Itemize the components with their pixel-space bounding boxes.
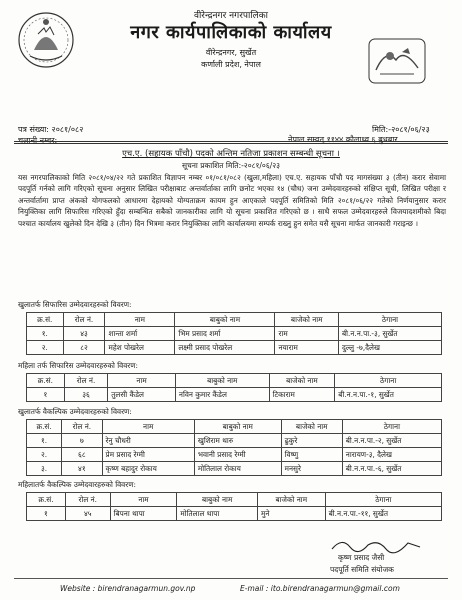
col-sn: क्र.सं. [27,420,62,434]
cell-father: खुशिराम थारु [194,434,281,448]
table-row [27,462,442,476]
cell-grandfather: विष्णु [281,448,342,462]
table-header-row [27,313,442,327]
col-name: नाम [110,493,177,507]
office-title: नगर कार्यपालिकाको कार्यालय [130,22,332,43]
cell-address: बी.न.न.पा.-१, सुर्खेत [335,388,442,402]
col-name: नाम [108,374,176,388]
footer-website: Website : birendranagarmun.gov.np [60,584,196,593]
notice-body: यस नगरपालिकाको मिति २०८१/०४/२२ गते प्रकाशित विज्ञापन नम्बर ०१/०८१/०८२ (खुला,महिला) एच.ए. सहायक पाँचौ पद मागसंख्या ३ (तीन) करार सेवामा पदपूर्ति गर्नको लागि गरिएको सूचना अनुसार लिखित परीक्षाबाट अन्तर्वार्ताका लागि छनोट भएका १४ (चौध) जना उम्मेदवारहरुको संक्षिप्त सूची, लिखित परीक्षा र अन्तर्वार्तामा प्राप्त अंकको योगफलको आधारमा देहायको योग्यताक्रम कायम हुन आएकाले पदपूर्ति समितिको मिति २०८१/०६/२२ गतेको निर्णयानुसार करार नियुक्तिका लागि सिफारिस गरिएको हुँदा सम्बन्धित सबैको जानकारीका लागि यो सूचना प्रकाशित गरिएको छ । साथै सफल उम्मेदवारहरुले विजयादशमीको बिदा पश्चात कार्यालय खुलेको दिन देखि ३ (तीन) दिन भित्रमा करार नियुक्तिका लागि कार्यालयमा सम्पर्क राख्नु हुन समेत यसै सूचना मार्फत जानकारी गराइन्छ । [18,173,446,228]
cell-address: बी.न.न.पा.-२, सुर्खेत [342,434,441,448]
table-women-recommended [26,373,442,402]
section-women-alternate-title: महिलातर्फ वैकल्पिक उम्मेदवारहरुको विवरण: [18,480,136,489]
signatory-title: पदपूर्ति समिति संयोजक [330,565,394,574]
cell-sn: १ [27,507,66,521]
cell-grandfather: राम [275,327,338,341]
col-grandfather: बाजेको नाम [269,374,335,388]
cell-sn: १. [27,434,62,448]
cell-sn: १ [27,388,65,402]
cell-roll: ८२ [63,341,105,355]
cell-roll: ४३ [63,327,105,341]
table-women-alternate [26,492,442,521]
col-father: बाबुको नाम [194,420,281,434]
cell-father: लक्ष्मी प्रसाद पोखरेल [175,341,275,355]
cell-father: मोतिलाल रोकाय [194,462,281,476]
col-sn: क्र.सं. [27,493,66,507]
footer-divider [14,578,448,579]
cell-grandfather: मनसुरे [281,462,342,476]
cell-address: बी.न.न.पा.-३, सुर्खेत [338,327,441,341]
table-open-recommended [26,312,442,355]
col-grandfather: बाजेको नाम [257,493,325,507]
cell-grandfather: ढुकुरे [281,434,342,448]
cell-father: मोतिलाल थापा [177,507,258,521]
cell-grandfather: नयाराम [275,341,338,355]
table-row [27,448,442,462]
cell-address: बी.न.न.पा.-६, सुर्खेत [342,462,441,476]
col-sn: क्र.सं. [27,374,65,388]
table-row [27,434,442,448]
cell-name: शान्ता शर्मा [105,327,175,341]
section-women-recommended-title: महिला तर्फ सिफारिस उम्मेदवारहरुको विवरण: [18,361,138,370]
col-roll: रोल नं. [65,493,110,507]
col-grandfather: बाजेको नाम [281,420,342,434]
letter-number-label: पत्र संख्या: [18,125,49,134]
cell-sn: २. [27,448,62,462]
cell-roll: ७ [62,434,102,448]
header-divider [14,141,448,144]
notice-subject: एच.ए. (सहायक पाँचौ) पदको अन्तिम नतिजा प्रकाशन सम्बन्धी सूचना । [122,149,340,159]
table-row [27,341,442,355]
table-row [27,388,442,402]
cell-father: भवानी प्रसाद रेग्मी [194,448,281,462]
col-roll: रोल नं. [64,374,107,388]
cell-roll: ३६ [64,388,107,402]
cell-name: तुलसी कैंडेल [108,388,176,402]
table-row [27,507,442,521]
col-address: ठेगाना [338,313,441,327]
table-row [27,327,442,341]
cell-name: महेश पोखरेल [105,341,175,355]
cell-father: भिम प्रसाद शर्मा [175,327,275,341]
cell-grandfather: टिकाराम [269,388,335,402]
table-header-row [27,420,442,434]
col-name: नाम [105,313,175,327]
col-name: नाम [102,420,194,434]
notice-published-date: सूचना प्रकाशित मिति:-२०८१/०६/२३ [181,161,281,170]
col-sn: क्र.सं. [27,313,64,327]
col-father: बाबुको नाम [175,374,269,388]
cell-name: कृष्ण बहादुर रोकाय [102,462,194,476]
handwritten-signature-icon [328,535,428,555]
letter-date-label: मिति:- [372,125,392,134]
cell-grandfather: मुने [257,507,325,521]
col-roll: रोल नं. [63,313,105,327]
col-address: ठेगाना [325,493,441,507]
col-address: ठेगाना [335,374,442,388]
footer-email: E-mail : ito.birendranagarmun@gmail.com [240,584,400,593]
table-header-row [27,374,442,388]
col-grandfather: बाजेको नाम [275,313,338,327]
cell-sn: २. [27,341,64,355]
col-father: बाबुको नाम [177,493,258,507]
cell-address: नारायण-३, दैलेख [342,448,441,462]
section-open-alternate-title: खुलातर्फ वैकल्पिक उम्मेदवारहरुको विवरण: [18,407,132,416]
cell-name: बिपना थापा [110,507,177,521]
col-roll: रोल नं. [62,420,102,434]
cell-roll: ६८ [62,448,102,462]
municipality-name: वीरेन्द्रनगर नगरपालिका [193,11,269,21]
dispatch-number-label: चलानी नम्बर: [18,136,58,145]
cell-address: बी.न.न.पा.-११, सुर्खेत [325,507,441,521]
nepal-sambat-date: नेपाल सम्वत् ११४४ कौलाथ्व ६ बुधबार [288,135,398,144]
cell-roll: ४१ [62,462,102,476]
section-open-recommended-title: खुलातर्फ सिफारिस उम्मेदवारहरुको विवरण: [18,300,132,309]
cell-father: नविन कुमार कैंडेल [175,388,269,402]
cell-name: प्रेम प्रसाद रेग्मी [102,448,194,462]
table-header-row [27,493,442,507]
letter-number-value: २०८१/०८२ [51,125,84,134]
table-open-alternate [26,419,442,476]
col-father: बाबुको नाम [175,313,275,327]
cell-name: रेनु चौधरी [102,434,194,448]
col-address: ठेगाना [342,420,441,434]
cell-roll: ४५ [65,507,110,521]
cell-sn: १. [27,327,64,341]
office-province: कर्णाली प्रदेश, नेपाल [201,60,261,69]
letter-date-value: २०८१/०६/२३ [391,125,430,134]
office-location: वीरेन्द्रनगर, सुर्खेत [205,48,257,57]
cell-address: दुल्लु -७,दैलेख [338,341,441,355]
letter-number [18,124,83,135]
cell-sn: ३. [27,462,62,476]
signatory-name: कृष्ण प्रसाद जैसी [338,553,385,562]
